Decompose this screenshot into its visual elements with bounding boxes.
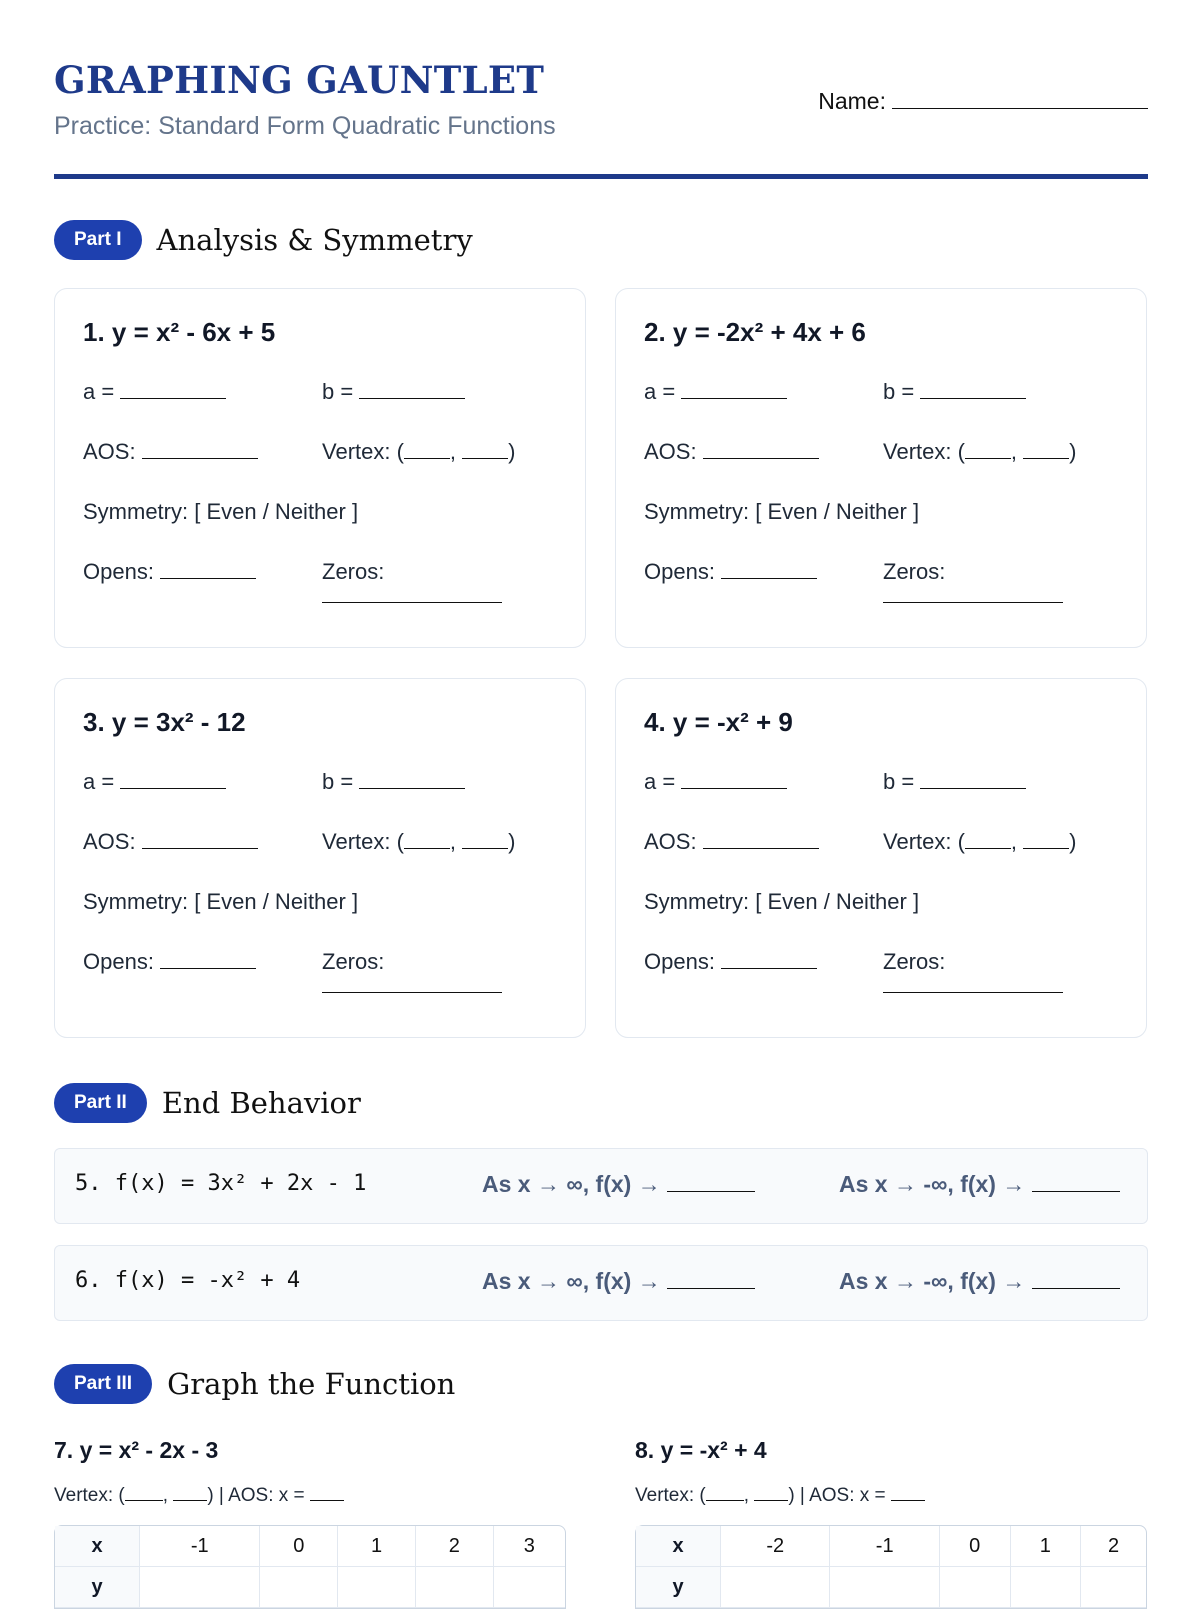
opens-field (644, 949, 817, 975)
problem-equation: 4. y = -x² + 9 (644, 707, 793, 737)
end-behavior-negative (839, 1171, 1120, 1198)
vertex-field (322, 829, 516, 855)
answer-blank[interactable] (706, 1486, 744, 1501)
worksheet-title: GRAPHING GAUNTLET (54, 58, 545, 102)
header-divider (54, 174, 1148, 179)
vertex-label: Vertex: ( (883, 439, 965, 464)
separator: | (794, 1485, 810, 1506)
name-label: Name: (818, 88, 886, 114)
answer-blank[interactable] (462, 440, 508, 459)
problem-card (615, 678, 1147, 1038)
answer-blank[interactable] (883, 992, 1063, 993)
answer-blank[interactable] (120, 380, 226, 399)
y-value-cell[interactable] (1011, 1567, 1082, 1608)
aos-label: AOS: x = (228, 1485, 305, 1506)
vertex-close: ) (1069, 829, 1077, 854)
y-value-cell[interactable] (494, 1567, 565, 1608)
symmetry-field[interactable]: Symmetry: [ Even / Neither ] (644, 889, 920, 914)
answer-blank[interactable] (462, 830, 508, 849)
answer-blank[interactable] (1032, 1173, 1120, 1192)
vertex-field (883, 829, 1077, 855)
x-value-cell: 2 (1081, 1526, 1146, 1567)
part-2-badge: Part II (54, 1083, 147, 1123)
y-row (636, 1567, 1146, 1608)
aos-field (83, 439, 258, 465)
a-field (83, 769, 226, 795)
x-value-cell: 2 (416, 1526, 494, 1567)
x-value-cell: -1 (140, 1526, 260, 1567)
opens-label: Opens: (644, 559, 715, 584)
x-value-cell: -2 (721, 1526, 830, 1567)
b-label: b = (883, 769, 915, 794)
opens-field (644, 559, 817, 585)
graph-equation: 8. y = -x² + 4 (635, 1437, 767, 1463)
answer-blank[interactable] (1023, 830, 1069, 849)
answer-blank[interactable] (142, 440, 258, 459)
vertex-label: Vertex: ( (54, 1485, 125, 1506)
b-label: b = (883, 379, 915, 404)
zeros-label: Zeros: (322, 559, 385, 584)
y-value-cell[interactable] (416, 1567, 494, 1608)
vertex-comma: , (449, 439, 457, 464)
aos-field (644, 439, 819, 465)
answer-blank[interactable] (703, 830, 819, 849)
answer-blank[interactable] (322, 602, 502, 603)
end-behavior-negative-label: As x → -∞, f(x) → (839, 1268, 1026, 1294)
b-field (322, 379, 465, 405)
answer-blank[interactable] (1032, 1270, 1120, 1289)
x-header: x (636, 1526, 721, 1567)
vertex-label: Vertex: ( (635, 1485, 706, 1506)
separator: | (213, 1485, 229, 1506)
y-value-cell[interactable] (830, 1567, 939, 1608)
vertex-close: ) (508, 439, 516, 464)
opens-label: Opens: (83, 949, 154, 974)
problem-equation: 2. y = -2x² + 4x + 6 (644, 317, 866, 347)
name-blank[interactable] (892, 88, 1148, 109)
part-2-title: End Behavior (161, 1086, 361, 1120)
end-behavior-positive (482, 1171, 755, 1198)
answer-blank[interactable] (310, 1486, 344, 1501)
worksheet-subtitle: Practice: Standard Form Quadratic Functions (54, 112, 556, 140)
problem-card (615, 288, 1147, 648)
a-field (83, 379, 226, 405)
vertex-close: ) (207, 1485, 214, 1506)
answer-blank[interactable] (667, 1270, 755, 1289)
end-behavior-positive-label: As x → ∞, f(x) → (482, 1171, 661, 1197)
zeros-label: Zeros: (883, 949, 946, 974)
x-value-cell: 0 (940, 1526, 1011, 1567)
end-behavior-row (54, 1148, 1148, 1224)
x-header: x (55, 1526, 140, 1567)
part-1-heading (54, 220, 473, 260)
zeros-field (322, 949, 384, 975)
aos-field (83, 829, 258, 855)
b-field (883, 379, 1026, 405)
answer-blank[interactable] (721, 560, 817, 579)
vertex-field (322, 439, 516, 465)
zeros-label: Zeros: (322, 949, 385, 974)
answer-blank[interactable] (965, 440, 1011, 459)
b-label: b = (322, 379, 354, 404)
b-field (322, 769, 465, 795)
answer-blank[interactable] (681, 770, 787, 789)
vertex-label: Vertex: ( (322, 439, 404, 464)
y-value-cell[interactable] (940, 1567, 1011, 1608)
end-behavior-negative (839, 1268, 1120, 1295)
answer-blank[interactable] (142, 830, 258, 849)
y-value-cell[interactable] (140, 1567, 260, 1608)
answer-blank[interactable] (173, 1486, 207, 1501)
opens-field (83, 949, 256, 975)
b-label: b = (322, 769, 354, 794)
answer-blank[interactable] (965, 830, 1011, 849)
answer-blank[interactable] (160, 950, 256, 969)
y-header: y (55, 1567, 140, 1608)
end-behavior-function: 5. f(x) = 3x² + 2x - 1 (75, 1171, 367, 1196)
y-row (55, 1567, 565, 1608)
vertex-comma: , (743, 1485, 750, 1506)
answer-blank[interactable] (125, 1486, 163, 1501)
answer-blank[interactable] (404, 830, 450, 849)
y-value-cell[interactable] (338, 1567, 416, 1608)
y-value-cell[interactable] (721, 1567, 830, 1608)
zeros-label: Zeros: (883, 559, 946, 584)
problem-card (54, 288, 586, 648)
zeros-field (322, 559, 384, 585)
part-3-title: Graph the Function (167, 1367, 456, 1401)
answer-blank[interactable] (883, 602, 1063, 603)
x-value-cell: -1 (830, 1526, 939, 1567)
answer-blank[interactable] (721, 950, 817, 969)
b-field (883, 769, 1026, 795)
x-value-cell: 0 (260, 1526, 338, 1567)
aos-label: AOS: (644, 439, 697, 464)
x-value-cell: 1 (1011, 1526, 1082, 1567)
answer-blank[interactable] (920, 770, 1026, 789)
vertex-close: ) (788, 1485, 795, 1506)
end-behavior-function: 6. f(x) = -x² + 4 (75, 1268, 301, 1293)
vertex-comma: , (162, 1485, 169, 1506)
x-row (55, 1526, 565, 1567)
end-behavior-positive-label: As x → ∞, f(x) → (482, 1268, 661, 1294)
problem-equation: 1. y = x² - 6x + 5 (83, 317, 276, 347)
answer-blank[interactable] (891, 1486, 925, 1501)
x-row (636, 1526, 1146, 1567)
graph-equation: 7. y = x² - 2x - 3 (54, 1437, 219, 1463)
answer-blank[interactable] (667, 1173, 755, 1192)
answer-blank[interactable] (404, 440, 450, 459)
part-1-title: Analysis & Symmetry (156, 223, 473, 257)
answer-blank[interactable] (754, 1486, 788, 1501)
answer-blank[interactable] (160, 560, 256, 579)
a-label: a = (644, 769, 676, 794)
y-value-cell[interactable] (260, 1567, 338, 1608)
name-field[interactable] (818, 88, 1148, 115)
xy-table (54, 1525, 566, 1609)
aos-label: AOS: (83, 829, 136, 854)
aos-label: AOS: (83, 439, 136, 464)
symmetry-field[interactable]: Symmetry: [ Even / Neither ] (644, 499, 920, 524)
vertex-close: ) (508, 829, 516, 854)
worksheet-page (54, 0, 1148, 1598)
a-label: a = (83, 769, 115, 794)
a-field (644, 379, 787, 405)
vertex-field (883, 439, 1077, 465)
zeros-field (883, 559, 945, 585)
zeros-field (883, 949, 945, 975)
problem-card (54, 678, 586, 1038)
symmetry-field[interactable]: Symmetry: [ Even / Neither ] (83, 499, 359, 524)
a-label: a = (644, 379, 676, 404)
vertex-close: ) (1069, 439, 1077, 464)
vertex-label: Vertex: ( (322, 829, 404, 854)
x-value-cell: 3 (494, 1526, 565, 1567)
part-3-badge: Part III (54, 1364, 152, 1404)
answer-blank[interactable] (681, 380, 787, 399)
end-behavior-negative-label: As x → -∞, f(x) → (839, 1171, 1026, 1197)
xy-table (635, 1525, 1147, 1609)
y-header: y (636, 1567, 721, 1608)
a-label: a = (83, 379, 115, 404)
worksheet-header (54, 0, 1148, 182)
a-field (644, 769, 787, 795)
end-behavior-row (54, 1245, 1148, 1321)
problem-equation: 3. y = 3x² - 12 (83, 707, 246, 737)
x-value-cell: 1 (338, 1526, 416, 1567)
aos-label: AOS: (644, 829, 697, 854)
answer-blank[interactable] (120, 770, 226, 789)
answer-blank[interactable] (703, 440, 819, 459)
part-3-heading (54, 1364, 455, 1404)
opens-field (83, 559, 256, 585)
vertex-comma: , (1010, 439, 1018, 464)
vertex-comma: , (449, 829, 457, 854)
y-value-cell[interactable] (1081, 1567, 1146, 1608)
aos-label: AOS: x = (809, 1485, 886, 1506)
answer-blank[interactable] (359, 380, 465, 399)
answer-blank[interactable] (920, 380, 1026, 399)
part-1-badge: Part I (54, 220, 142, 260)
opens-label: Opens: (83, 559, 154, 584)
vertex-comma: , (1010, 829, 1018, 854)
end-behavior-positive (482, 1268, 755, 1295)
graph-vertex-aos (54, 1485, 344, 1507)
answer-blank[interactable] (1023, 440, 1069, 459)
graph-vertex-aos (635, 1485, 925, 1507)
part-2-heading (54, 1083, 361, 1123)
aos-field (644, 829, 819, 855)
opens-label: Opens: (644, 949, 715, 974)
answer-blank[interactable] (359, 770, 465, 789)
symmetry-field[interactable]: Symmetry: [ Even / Neither ] (83, 889, 359, 914)
vertex-label: Vertex: ( (883, 829, 965, 854)
answer-blank[interactable] (322, 992, 502, 993)
